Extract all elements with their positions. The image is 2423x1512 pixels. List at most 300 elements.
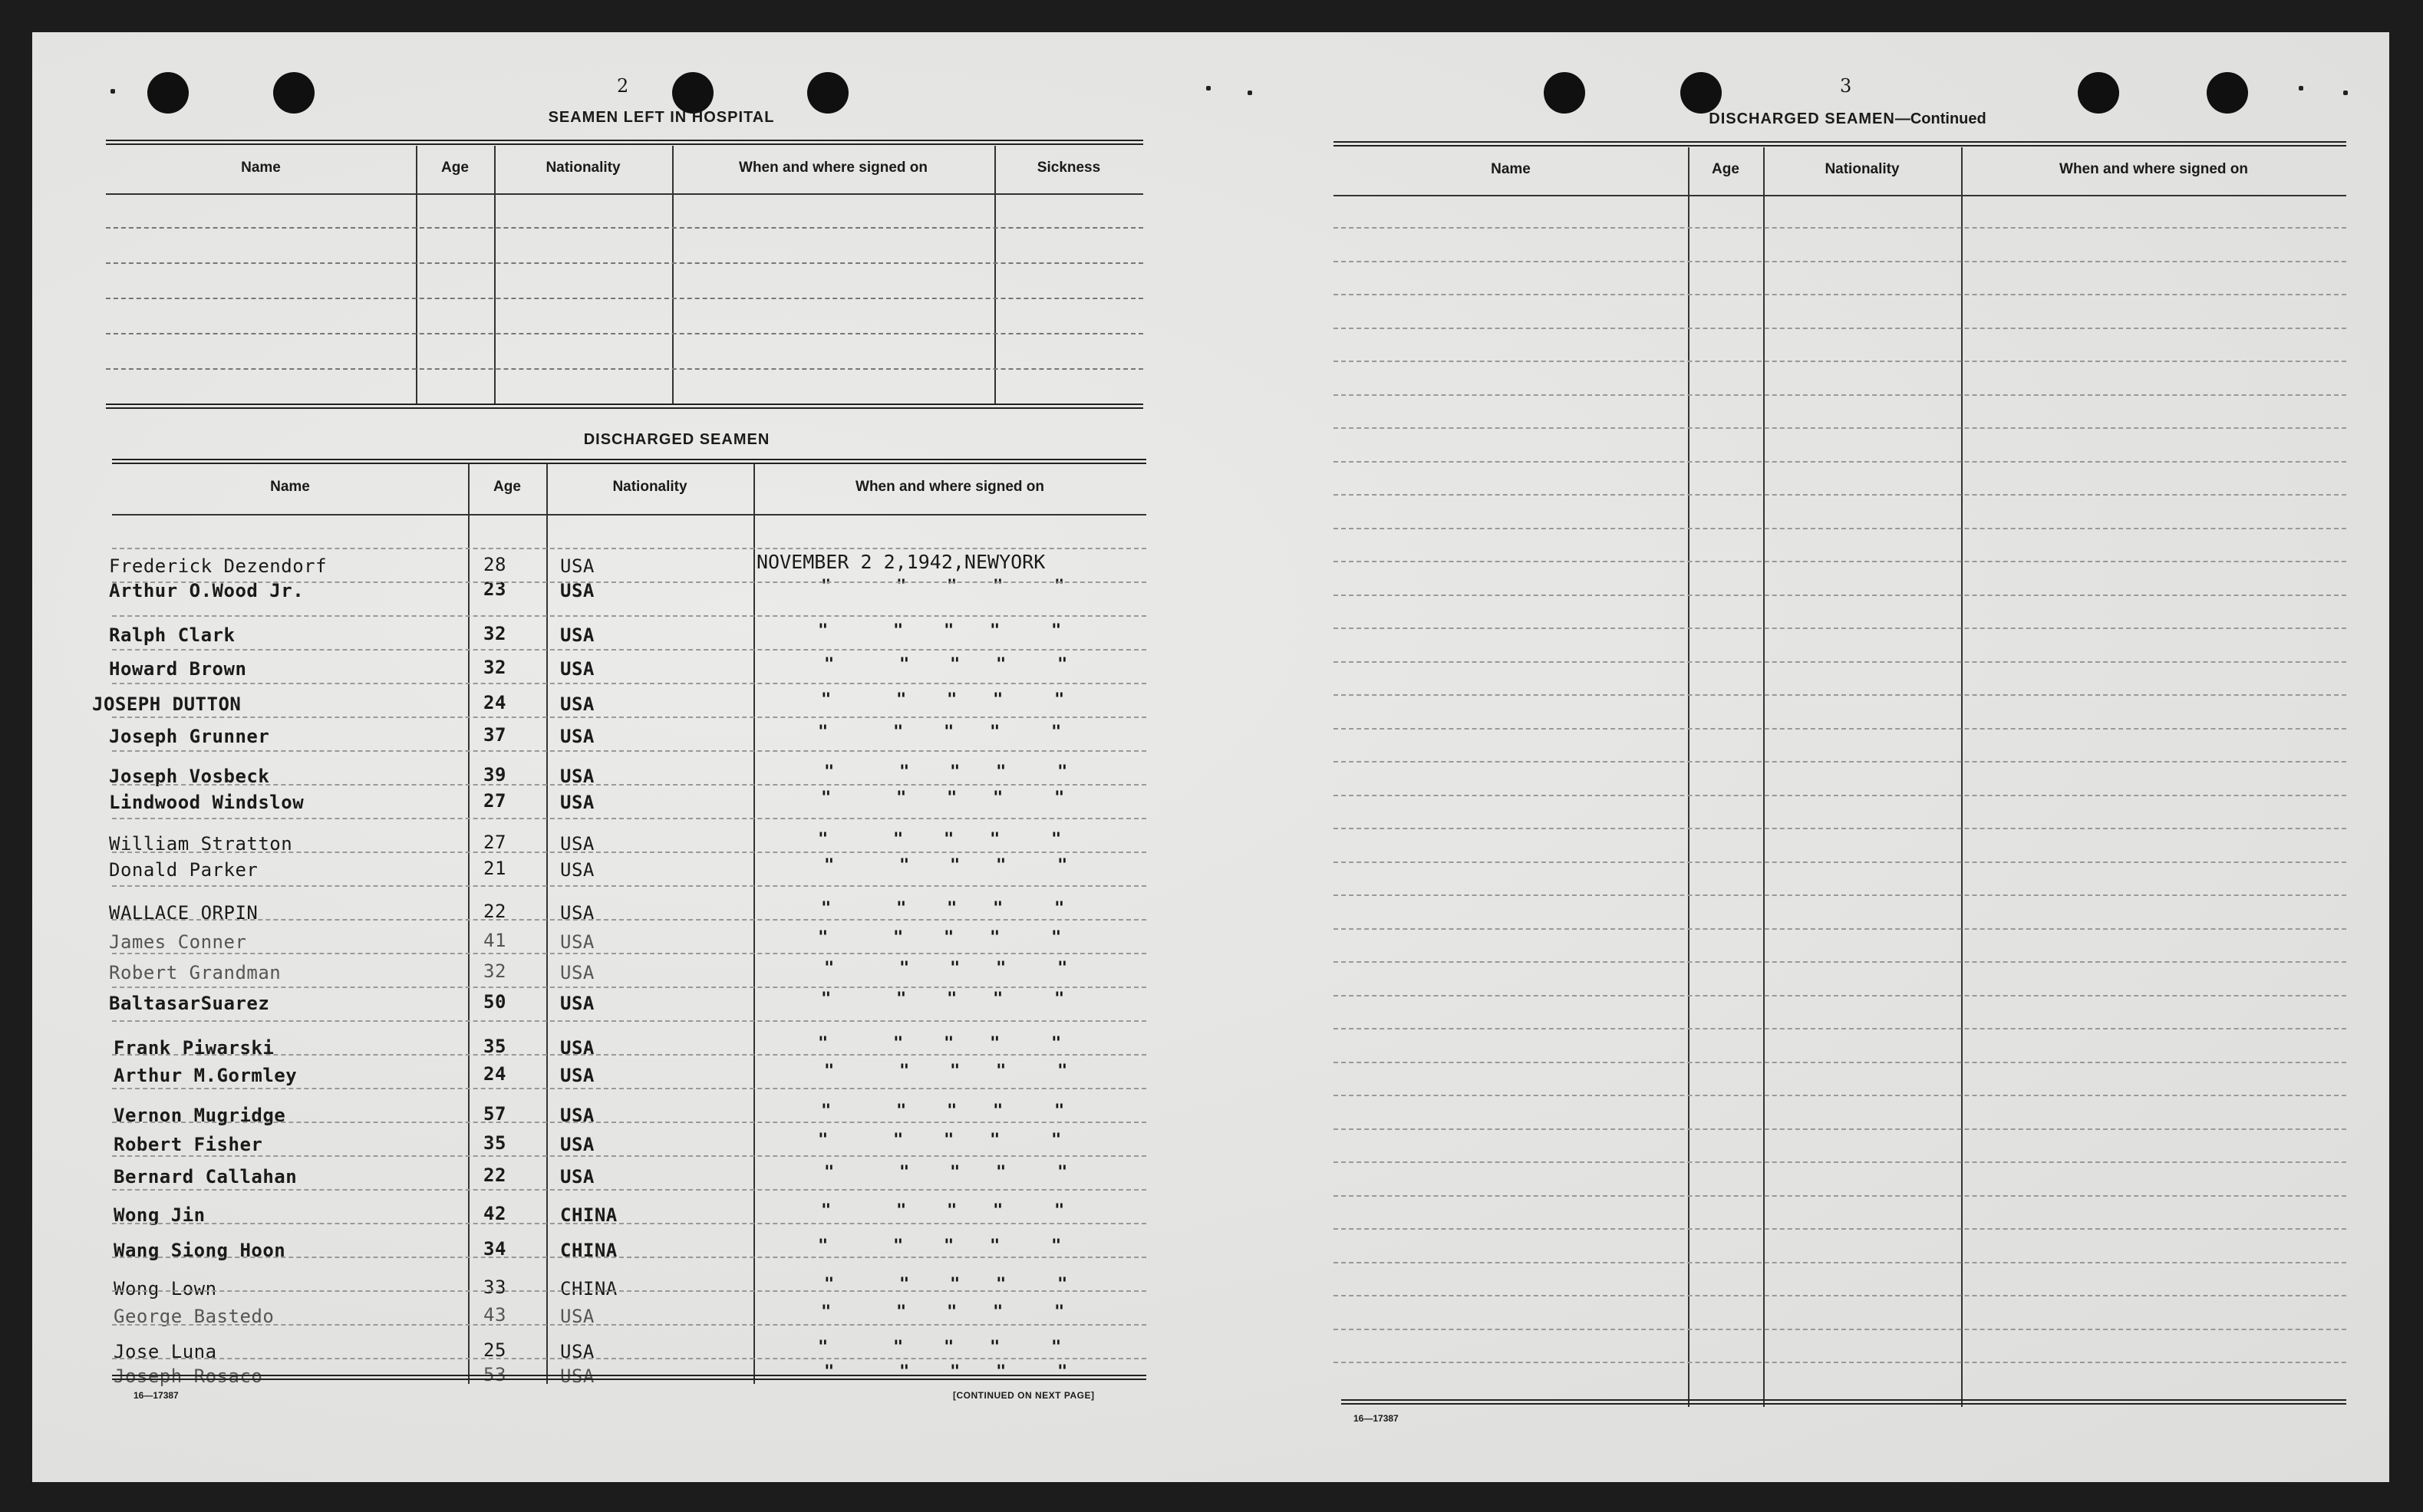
title-main: DISCHARGED SEAMEN	[1709, 110, 1895, 127]
ditto-mark: "	[996, 1275, 1007, 1294]
ditto-mark: "	[1051, 1237, 1062, 1256]
column-divider	[1961, 147, 1963, 1407]
ditto-mark: "	[947, 1303, 958, 1322]
seaman-nationality: USA	[560, 859, 595, 881]
table-rule	[1333, 195, 2346, 196]
ditto-mark: "	[821, 990, 832, 1009]
ditto-mark: "	[947, 577, 958, 596]
seaman-age: 37	[483, 724, 506, 746]
table-row	[1333, 628, 2346, 629]
table-row	[106, 333, 1143, 334]
ditto-mark: "	[950, 856, 961, 875]
table-row	[106, 298, 1143, 299]
seaman-age: 28	[483, 554, 506, 575]
seaman-age: 53	[483, 1364, 506, 1385]
seaman-nationality: USA	[560, 931, 595, 953]
table-row	[1333, 861, 2346, 863]
seaman-name: Robert Grandman	[109, 962, 282, 983]
col-name: Name	[241, 160, 281, 176]
seaman-name: Joseph Grunner	[109, 726, 270, 747]
ditto-mark: "	[996, 1163, 1007, 1182]
ditto-mark: "	[1051, 723, 1062, 742]
column-divider	[994, 146, 996, 404]
speck	[110, 89, 115, 94]
page-right	[1211, 32, 2389, 1482]
ditto-mark: "	[893, 1034, 904, 1053]
ditto-mark: "	[944, 1131, 954, 1150]
table-row	[112, 953, 1146, 954]
page-number: 2	[617, 75, 629, 97]
seaman-age: 32	[483, 623, 506, 644]
ditto-mark: "	[993, 690, 1004, 710]
ditto-mark: "	[1051, 928, 1062, 947]
seaman-name: Frederick Dezendorf	[109, 555, 328, 577]
ditto-mark: "	[821, 899, 832, 918]
seaman-age: 27	[483, 832, 506, 853]
seaman-name: Joseph Vosbeck	[109, 766, 270, 787]
seaman-age: 27	[483, 790, 506, 812]
ditto-mark: "	[947, 1201, 958, 1220]
seaman-name: Wong Lown	[114, 1278, 217, 1300]
ditto-mark: "	[990, 1131, 1001, 1150]
punch-hole	[672, 72, 714, 114]
table-row	[1333, 828, 2346, 829]
table-row	[1333, 961, 2346, 963]
seaman-nationality: CHINA	[560, 1278, 618, 1300]
ditto-mark: "	[893, 1338, 904, 1357]
table-row	[1333, 561, 2346, 562]
col-signed-on: When and where signed on	[2059, 161, 2248, 177]
table-row	[1333, 1362, 2346, 1363]
table-rule	[112, 459, 1146, 464]
ditto-mark: "	[950, 1062, 961, 1081]
ditto-mark: "	[899, 856, 910, 875]
ditto-mark: "	[896, 690, 907, 710]
table-rule	[112, 1375, 1146, 1380]
table-row	[1333, 427, 2346, 429]
punch-hole	[273, 72, 315, 114]
ditto-mark: "	[990, 1237, 1001, 1256]
table-row	[1333, 761, 2346, 763]
seaman-age: 57	[483, 1103, 506, 1125]
ditto-mark: "	[996, 959, 1007, 978]
seaman-nationality: CHINA	[560, 1240, 618, 1261]
ditto-mark: "	[818, 1237, 829, 1256]
seaman-age: 32	[483, 657, 506, 678]
ditto-mark: "	[818, 723, 829, 742]
ditto-mark: "	[1057, 856, 1068, 875]
ditto-mark: "	[893, 830, 904, 849]
ditto-mark: "	[821, 690, 832, 710]
ditto-mark: "	[893, 723, 904, 742]
ditto-mark: "	[990, 928, 1001, 947]
ditto-mark: "	[824, 1275, 835, 1294]
ditto-mark: "	[821, 1102, 832, 1121]
punch-hole	[807, 72, 849, 114]
seaman-name: Robert Fisher	[114, 1134, 263, 1155]
table-row	[1333, 394, 2346, 396]
seaman-nationality: USA	[560, 555, 595, 577]
ditto-mark: "	[1054, 1201, 1065, 1220]
title-suffix: —Continued	[1894, 110, 1986, 127]
seaman-age: 33	[483, 1276, 506, 1298]
signed-on-entry: NOVEMBER 2 2,1942,NEWYORK	[757, 551, 1046, 573]
ditto-mark: "	[1057, 655, 1068, 674]
table-row	[112, 581, 1146, 583]
ditto-mark: "	[1054, 990, 1065, 1009]
speck	[1206, 86, 1211, 91]
ditto-mark: "	[1057, 959, 1068, 978]
ditto-mark: "	[818, 830, 829, 849]
ditto-mark: "	[824, 1362, 835, 1382]
column-divider	[672, 146, 674, 404]
seaman-nationality: USA	[560, 902, 595, 924]
seaman-nationality: USA	[560, 580, 595, 601]
col-name: Name	[270, 479, 310, 495]
table-row	[1333, 728, 2346, 730]
ditto-mark: "	[990, 621, 1001, 641]
seaman-name: William Stratton	[109, 833, 293, 855]
ditto-mark: "	[896, 577, 907, 596]
ditto-mark: "	[947, 789, 958, 808]
column-divider	[1763, 147, 1765, 1407]
seaman-nationality: CHINA	[560, 1204, 618, 1226]
table-row	[106, 262, 1143, 264]
table-row	[112, 1122, 1146, 1123]
seaman-name: George Bastedo	[114, 1306, 275, 1327]
table-row	[112, 987, 1146, 988]
seaman-nationality: USA	[560, 833, 595, 855]
seaman-nationality: USA	[560, 693, 595, 715]
ditto-mark: "	[896, 789, 907, 808]
column-divider	[753, 463, 755, 1384]
ditto-mark: "	[1051, 1338, 1062, 1357]
ditto-mark: "	[899, 1062, 910, 1081]
table-rule	[106, 140, 1143, 145]
table-row	[1333, 795, 2346, 796]
ditto-mark: "	[896, 1201, 907, 1220]
ditto-mark: "	[893, 928, 904, 947]
col-signed-on: When and where signed on	[855, 479, 1044, 495]
table-rule	[1341, 1399, 2346, 1405]
ditto-mark: "	[896, 990, 907, 1009]
table-row	[1333, 694, 2346, 696]
page-number: 3	[1840, 75, 1852, 97]
table-row	[112, 919, 1146, 921]
table-row	[112, 1155, 1146, 1157]
column-divider	[468, 463, 470, 1384]
table-row	[112, 683, 1146, 684]
seaman-age: 32	[483, 960, 506, 982]
ditto-mark: "	[818, 1131, 829, 1150]
ditto-mark: "	[1057, 1362, 1068, 1382]
table-row	[112, 1088, 1146, 1089]
seaman-nationality: USA	[560, 1166, 595, 1188]
column-divider	[494, 146, 496, 404]
ditto-mark: "	[947, 990, 958, 1009]
seaman-age: 24	[483, 1063, 506, 1085]
table-row	[1333, 1095, 2346, 1096]
seaman-nationality: USA	[560, 624, 595, 646]
table-row	[112, 1257, 1146, 1258]
ditto-mark: "	[1054, 1303, 1065, 1322]
ditto-mark: "	[990, 1034, 1001, 1053]
ditto-mark: "	[996, 763, 1007, 782]
ditto-mark: "	[944, 723, 954, 742]
seaman-name: Frank Piwarski	[114, 1037, 275, 1059]
table-row	[106, 227, 1143, 229]
ditto-mark: "	[950, 763, 961, 782]
ditto-mark: "	[818, 1338, 829, 1357]
table-row	[112, 649, 1146, 651]
seaman-name: Ralph Clark	[109, 624, 236, 646]
col-nationality: Nationality	[546, 160, 621, 176]
table-row	[1333, 894, 2346, 896]
table-row	[1333, 995, 2346, 996]
ditto-mark: "	[950, 1275, 961, 1294]
hospital-section-title: SEAMEN LEFT IN HOSPITAL	[548, 109, 775, 126]
seaman-name: Arthur M.Gormley	[114, 1065, 298, 1086]
ditto-mark: "	[1057, 1062, 1068, 1081]
table-row	[112, 1223, 1146, 1224]
seaman-name: Lindwood Windslow	[109, 792, 305, 813]
discharged-continued-title	[1594, 110, 2101, 128]
ditto-mark: "	[1051, 621, 1062, 641]
col-nationality: Nationality	[612, 479, 687, 495]
table-row	[112, 1020, 1146, 1022]
table-row	[112, 852, 1146, 853]
ditto-mark: "	[896, 1303, 907, 1322]
ditto-mark: "	[893, 1237, 904, 1256]
table-row	[1333, 261, 2346, 262]
punch-hole	[1544, 72, 1585, 114]
ditto-mark: "	[818, 621, 829, 641]
seaman-name: Joseph Rosaco	[114, 1365, 263, 1387]
seaman-nationality: USA	[560, 1365, 595, 1387]
col-name: Name	[1491, 161, 1531, 177]
ditto-mark: "	[990, 1338, 1001, 1357]
column-divider	[546, 463, 548, 1384]
table-row	[1333, 461, 2346, 463]
table-row	[112, 615, 1146, 617]
document-sheet	[32, 32, 2389, 1482]
seaman-age: 22	[483, 901, 506, 922]
col-age: Age	[493, 479, 521, 495]
speck	[2299, 86, 2303, 91]
table-row	[112, 1290, 1146, 1292]
seaman-nationality: USA	[560, 1134, 595, 1155]
discharged-section-title: DISCHARGED SEAMEN	[583, 431, 770, 448]
ditto-mark: "	[824, 763, 835, 782]
table-row	[112, 1189, 1146, 1191]
ditto-mark: "	[899, 1275, 910, 1294]
ditto-mark: "	[996, 1062, 1007, 1081]
table-row	[112, 716, 1146, 718]
seaman-name: Wang Siong Hoon	[114, 1240, 286, 1261]
ditto-mark: "	[899, 763, 910, 782]
seaman-nationality: USA	[560, 1341, 595, 1362]
col-sickness: Sickness	[1037, 160, 1101, 176]
punch-hole	[2078, 72, 2119, 114]
col-age: Age	[441, 160, 469, 176]
table-row	[1333, 661, 2346, 663]
table-row	[1333, 1228, 2346, 1230]
ditto-mark: "	[1054, 899, 1065, 918]
ditto-mark: "	[899, 959, 910, 978]
ditto-mark: "	[990, 830, 1001, 849]
ditto-mark: "	[1057, 1275, 1068, 1294]
ditto-mark: "	[893, 621, 904, 641]
ditto-mark: "	[824, 655, 835, 674]
table-row	[112, 1358, 1146, 1359]
ditto-mark: "	[1054, 1102, 1065, 1121]
seaman-age: 35	[483, 1132, 506, 1154]
ditto-mark: "	[824, 856, 835, 875]
page-left	[32, 32, 1211, 1482]
col-age: Age	[1712, 161, 1739, 177]
table-row	[1333, 1161, 2346, 1163]
ditto-mark: "	[1051, 1034, 1062, 1053]
ditto-mark: "	[950, 1163, 961, 1182]
seaman-name: Howard Brown	[109, 658, 247, 680]
seaman-nationality: USA	[560, 792, 595, 813]
ditto-mark: "	[824, 959, 835, 978]
table-row	[1333, 595, 2346, 596]
table-row	[112, 784, 1146, 786]
seaman-name: Arthur O.Wood Jr.	[109, 580, 305, 601]
ditto-mark: "	[944, 830, 954, 849]
seaman-age: 43	[483, 1304, 506, 1326]
ditto-mark: "	[993, 789, 1004, 808]
form-code: 16—17387	[134, 1390, 179, 1401]
column-divider	[1688, 147, 1690, 1407]
table-row	[1333, 528, 2346, 529]
ditto-mark: "	[947, 1102, 958, 1121]
ditto-mark: "	[947, 899, 958, 918]
table-row	[112, 750, 1146, 752]
table-row	[1333, 1028, 2346, 1029]
seaman-nationality: USA	[560, 993, 595, 1014]
seaman-age: 34	[483, 1238, 506, 1260]
table-row	[1333, 328, 2346, 329]
speck	[1248, 91, 1252, 95]
ditto-mark: "	[993, 1102, 1004, 1121]
form-code: 16—17387	[1353, 1413, 1399, 1424]
ditto-mark: "	[899, 655, 910, 674]
seaman-name: JOSEPH DUTTON	[92, 693, 242, 715]
seaman-age: 22	[483, 1164, 506, 1186]
ditto-mark: "	[947, 690, 958, 710]
ditto-mark: "	[993, 990, 1004, 1009]
ditto-mark: "	[950, 655, 961, 674]
seaman-name: Bernard Callahan	[114, 1166, 298, 1188]
seaman-name: James Conner	[109, 931, 247, 953]
seaman-name: Wong Jin	[114, 1204, 206, 1226]
table-row	[1333, 1128, 2346, 1130]
ditto-mark: "	[1051, 830, 1062, 849]
ditto-mark: "	[944, 1034, 954, 1053]
seaman-nationality: USA	[560, 726, 595, 747]
seaman-nationality: USA	[560, 658, 595, 680]
table-row	[106, 368, 1143, 370]
ditto-mark: "	[950, 1362, 961, 1382]
table-row	[1333, 227, 2346, 229]
column-divider	[416, 146, 417, 404]
seaman-nationality: USA	[560, 1306, 595, 1327]
table-rule	[112, 514, 1146, 516]
table-row	[112, 548, 1146, 549]
col-signed-on: When and where signed on	[739, 160, 928, 176]
ditto-mark: "	[993, 577, 1004, 596]
ditto-mark: "	[899, 1163, 910, 1182]
ditto-mark: "	[950, 959, 961, 978]
seaman-age: 42	[483, 1203, 506, 1224]
punch-hole	[1680, 72, 1722, 114]
ditto-mark: "	[1057, 1163, 1068, 1182]
ditto-mark: "	[896, 899, 907, 918]
seaman-nationality: USA	[560, 1037, 595, 1059]
ditto-mark: "	[1054, 577, 1065, 596]
table-row	[112, 1054, 1146, 1056]
seaman-name: Vernon Mugridge	[114, 1105, 286, 1126]
ditto-mark: "	[993, 1201, 1004, 1220]
table-row	[1333, 1062, 2346, 1063]
ditto-mark: "	[993, 1303, 1004, 1322]
table-row	[1333, 1295, 2346, 1296]
col-nationality: Nationality	[1825, 161, 1900, 177]
ditto-mark: "	[821, 577, 832, 596]
table-rule	[106, 404, 1143, 409]
ditto-mark: "	[824, 1062, 835, 1081]
seaman-name: Donald Parker	[109, 859, 259, 881]
ditto-mark: "	[821, 1201, 832, 1220]
seaman-nationality: USA	[560, 1065, 595, 1086]
speck	[2343, 91, 2348, 95]
table-rule	[1333, 141, 2346, 147]
seaman-age: 39	[483, 764, 506, 786]
ditto-mark: "	[824, 1163, 835, 1182]
ditto-mark: "	[1054, 690, 1065, 710]
table-row	[112, 1324, 1146, 1326]
table-row	[112, 885, 1146, 887]
seaman-age: 21	[483, 858, 506, 879]
seaman-age: 23	[483, 578, 506, 600]
continued-note: [CONTINUED ON NEXT PAGE]	[953, 1390, 1095, 1401]
seaman-age: 25	[483, 1339, 506, 1361]
seaman-name: BaltasarSuarez	[109, 993, 270, 1014]
table-row	[112, 818, 1146, 819]
table-row	[1333, 1195, 2346, 1197]
ditto-mark: "	[944, 928, 954, 947]
ditto-mark: "	[818, 928, 829, 947]
table-row	[1333, 294, 2346, 295]
ditto-mark: "	[1054, 789, 1065, 808]
seaman-name: Jose Luna	[114, 1341, 217, 1362]
table-row	[1333, 1329, 2346, 1330]
ditto-mark: "	[821, 789, 832, 808]
ditto-mark: "	[996, 1362, 1007, 1382]
ditto-mark: "	[944, 1237, 954, 1256]
ditto-mark: "	[821, 1303, 832, 1322]
seaman-nationality: USA	[560, 962, 595, 983]
seaman-name: WALLACE ORPIN	[109, 902, 259, 924]
seaman-nationality: USA	[560, 766, 595, 787]
seaman-age: 50	[483, 991, 506, 1013]
table-row	[1333, 928, 2346, 930]
ditto-mark: "	[893, 1131, 904, 1150]
ditto-mark: "	[1057, 763, 1068, 782]
ditto-mark: "	[899, 1362, 910, 1382]
